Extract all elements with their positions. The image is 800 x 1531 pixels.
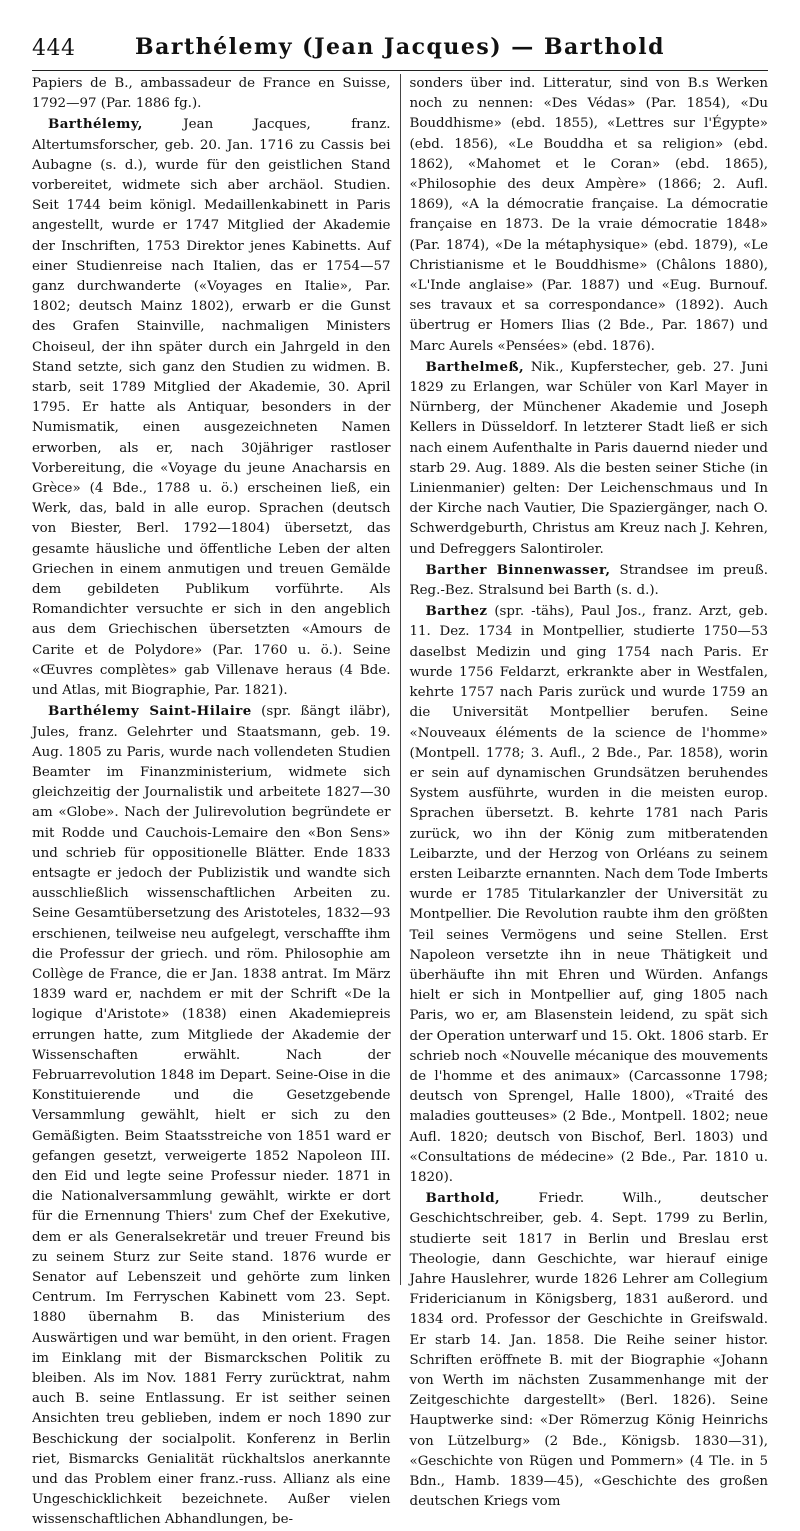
right-column — [400, 74, 769, 1510]
entry-barthez — [410, 601, 769, 1188]
entry-text: Jean Jacques, franz. Altertumsforscher, geb. 20. Jan. 1716 zu Cassis bei Aubagne (s. d.), wurde für den geistlichen Stand vorbereitet, widmete sich aber archäol. Studien. Seit 1744 beim königl. Medaillenkabinett in Paris angestellt, wurde er 1747 Mitglied der Akademie der Inschriften, 1753 Direktor jenes Kabinetts. Auf einer Studienreise nach Italien, das er 1754—57 ganz durchwanderte («Voyages en Italie», Par. 1802; deutsch Mainz 1802), erwarb er die Gunst des Grafen Stainville, nachmaligen Ministers Choiseul, der ihn später durch ein Jahrgeld in den Stand setzte, sich ganz den Studien zu widmen. B. starb, seit 1789 Mitglied der Akademie, 30. April 1795. Er hatte als Antiquar, besonders in der Numismatik, einen ausgezeichneten Namen erworben, als er, nach 30jähriger rastloser Vorbereitung, die «Voyage du jeune Anacharsis en Grèce» (4 Bde., 1788 u. ö.) erscheinen ließ, ein Werk, das, bald in alle europ. Sprachen (deutsch von Biester, Berl. 1792—1804) übersetzt, das gesamte häusliche und öffentliche Leben der alten Griechen in einem anmutigen und treuen Gemälde dem gebildeten Publikum vorführte. Als Romandichter versuchte er sich in den angeblich aus dem Griechischen übersetzten «Amours de Carite et de Polydore» (Par. 1760 u. ö.). Seine «Œuvres complètes» gab Villenave heraus (4 Bde. und Atlas, mit Biographie, Par. 1821). — [32, 117, 391, 699]
entry-headword: Barthélemy Saint-Hilaire — [48, 703, 252, 720]
two-column-body — [32, 74, 768, 1528]
entry-text: (spr. ßängt iläbr), Jules, franz. Gelehrter und Staatsmann, geb. 19. Aug. 1805 zu Paris, wurde nach vollendeten Studien Beamter im Finanzministerium, widmete sich gleichzeitig der Journalistik und arbeitete 1827—30 am «Globe». Nach der Julirevolution begründete er mit Rodde und Cauchois-Lemaire den «Bon Sens» und schrieb für oppositionelle Blätter. Ende 1833 entsagte er jedoch der Publizistik und wandte sich ausschließlich wissenschaftlichen Arbeiten zu. Seine Gesamtübersetzung des Aristoteles, 1832—93 erschienen, teilweise neu aufgelegt, verschaffte ihm die Professur der griech. und röm. Philosophie am Collège de France, die er Jan. 1838 antrat. Im März 1839 ward er, nachdem er mit der Schrift «De la logique d'Aristote» (1838) einen Akademiepreis errungen hatte, zum Mitgliede der Akademie der Wissenschaften erwählt. Nach der Februarrevolution 1848 im Depart. Seine-Oise in die Konstituierende und die Gesetzgebende Versammlung gewählt, hielt er sich zu den Gemäßigten. Beim Staatsstreiche von 1851 ward er gefangen gesetzt, verweigerte 1852 Napoleon III. den Eid und legte seine Professur nieder. 1871 in die Nationalversammlung gewählt, wirkte er dort für die Ernennung Thiers' zum Chef der Exekutive, dem er als Generalsekretär und treuer Freund bis zu seinem Sturz zur Seite stand. 1876 wurde er Senator auf Lebenszeit und gehörte zum linken Centrum. Im Ferryschen Kabinett vom 23. Sept. 1880 übernahm B. das Ministerium des Auswärtigen und war bemüht, in den orient. Fragen im Einklang mit der Bismarckschen Politik zu bleiben. Als im Nov. 1881 Ferry zurücktrat, nahm auch B. seine Entlassung. Er ist seither seinen Ansichten treu geblieben, indem er noch 1890 zur Beschickung der socialpolit. Konferenz in Berlin riet, Bismarcks Genialität rückhaltslos anerkannte und das Problem einer franz.-russ. Allianz als eine Ungeschicklichkeit bezeichnete. Außer vielen wissenschaftlichen Abhandlungen, be- — [32, 704, 391, 1528]
entry-barthelemy-saint-hilaire — [32, 701, 391, 1530]
entry-text: Nik., Kupferstecher, geb. 27. Juni 1829 zu Erlangen, war Schüler von Karl Mayer in Nürnberg, der Münchener Akademie und Joseph Kellers in Düsseldorf. In letzterer Stadt ließ er sich nach einem Aufenthalte in Paris dauernd nieder und starb 29. Aug. 1889. Als die besten seiner Stiche (in Linienmanier) gelten: Der Leichenschmaus und In der Kirche nach Vautier, Die Spaziergänger, nach O. Schwerdgeburth, Christus am Kreuz nach J. Kehren, und Defreggers Salontiroler. — [409, 359, 768, 557]
running-title: Barthélemy (Jean Jacques) — Barthold — [135, 34, 665, 60]
page-number: 444 — [32, 36, 76, 61]
entry-headword: Barthélemy, — [48, 116, 143, 133]
left-column — [32, 74, 400, 1528]
entry-text: Friedr. Wilh., deutscher Geschichtschreiber, geb. 4. Sept. 1799 zu Berlin, studierte seit 1817 in Berlin und Breslau erst Theologie, dann Geschichte, war hierauf einige Jahre Hauslehrer, wurde 1826 Lehrer am Collegium Fridericianum in Königsberg, 1831 außerord. und 1834 ord. Professor der Geschichte in Greifswald. Er starb 14. Jan. 1858. Die Reihe seiner histor. Schriften eröffnete B. mit der Biographie «Johann von Werth im nächsten Zusammenhange mit der Zeitgeschichte dargestellt» (Berl. 1826). Seine Hauptwerke sind: «Der Römerzug König Heinrichs von Lützelburg» (2 Bde., Königsb. 1830—31), «Geschichte von Rügen und Pommern» (4 Tle. in 5 Bdn., Hamb. 1839—45), «Geschichte des großen deutschen Kriegs vom — [409, 1191, 768, 1510]
running-header — [32, 30, 768, 71]
entry-barthelemy-jean-jacques — [32, 114, 391, 701]
entry-headword: Barthelmeß, — [425, 358, 525, 375]
entry-text: (spr. -tähs), Paul Jos., franz. Arzt, geb. 11. Dez. 1734 in Montpellier, studierte 1750—53 daselbst Medizin und ging 1754 nach Paris. Er wurde 1756 Feldarzt, erkrankte aber in Westfalen, kehrte 1757 nach Paris zurück und wurde 1759 an die Universität Montpellier berufen. Seine «Nouveaux éléments de la science de l'homme» (Montpell. 1778; 3. Aufl., 2 Bde., Par. 1858), worin er sein auf dynamischen Grundsätzen beruhendes System ausführte, wurden in die meisten europ. Sprachen übersetzt. B. kehrte 1781 nach Paris zurück, wo ihn der König zum mitberatenden Leibarzte, und der Herzog von Orléans zu seinem ersten Leibarzte ernannten. Nach dem Tode Imberts wurde er 1785 Titularkanzler der Universität zu Montpellier. Die Revolution raubte ihm den größten Teil seines Vermögens und seine Stellen. Erst Napoleon versetzte ihn in neue Thätigkeit und überhäufte ihn mit Ehren und Würden. Anfangs hielt er sich in Montpellier auf, ging 1805 nach Paris, wo er, am Blasenstein leidend, zu spät sich der Operation unterwarf und 15. Okt. 1806 starb. Er schrieb noch «Nouvelle mécanique des mouvements de l'homme et des animaux» (Carcassonne 1798; deutsch von Sprengel, Halle 1800), «Traité des maladies goutteuses» (2 Bde., Montpell. 1802; neue Aufl. 1820; deutsch von Bischof, Berl. 1803) und «Consultations de médecine» (2 Bde., Par. 1810 u. 1820). — [409, 604, 768, 1185]
entry-barther-binnenwasser — [410, 560, 769, 601]
entry-headword: Barthez — [425, 603, 488, 620]
entry-headword: Barthold, — [425, 1190, 501, 1207]
continuation-paragraph: sonders über ind. Litteratur, sind von B.s Werken noch zu nennen: «Des Védas» (Par. 1854), «Du Bouddhisme» (ebd. 1855), «Lettres sur l'Égypte» (ebd. 1856), «Le Bouddha et sa religion» (ebd. 1862), «Mahomet et le Coran» (ebd. 1865), «Philosophie des deux Ampère» (1866; 2. Aufl. 1869), «A la démocratie française. La démocratie française en 1873. De la vraie démocratie 1848» (Par. 1874), «De la métaphysique» (ebd. 1879), «Le Christianisme et le Bouddhisme» (Châlons 1880), «L'Inde anglaise» (Par. 1887) und «Eug. Burnouf. ses travaux et sa correspondance» (1892). Auch übertrug er Homers Ilias (2 Bde., Par. 1867) und Marc Aurels «Pensées» (ebd. 1876). — [409, 76, 768, 354]
entry-barthelmess — [410, 357, 769, 560]
entry-headword: Barther Binnenwasser, — [425, 561, 611, 578]
entry-text: Strandsee im preuß. Reg.-Bez. Stralsund bei Barth (s. d.). — [409, 562, 768, 599]
entry-barthold — [410, 1188, 769, 1512]
continuation-paragraph: Papiers de B., ambassadeur de France en Suisse, 1792—97 (Par. 1886 fg.). — [32, 76, 391, 112]
